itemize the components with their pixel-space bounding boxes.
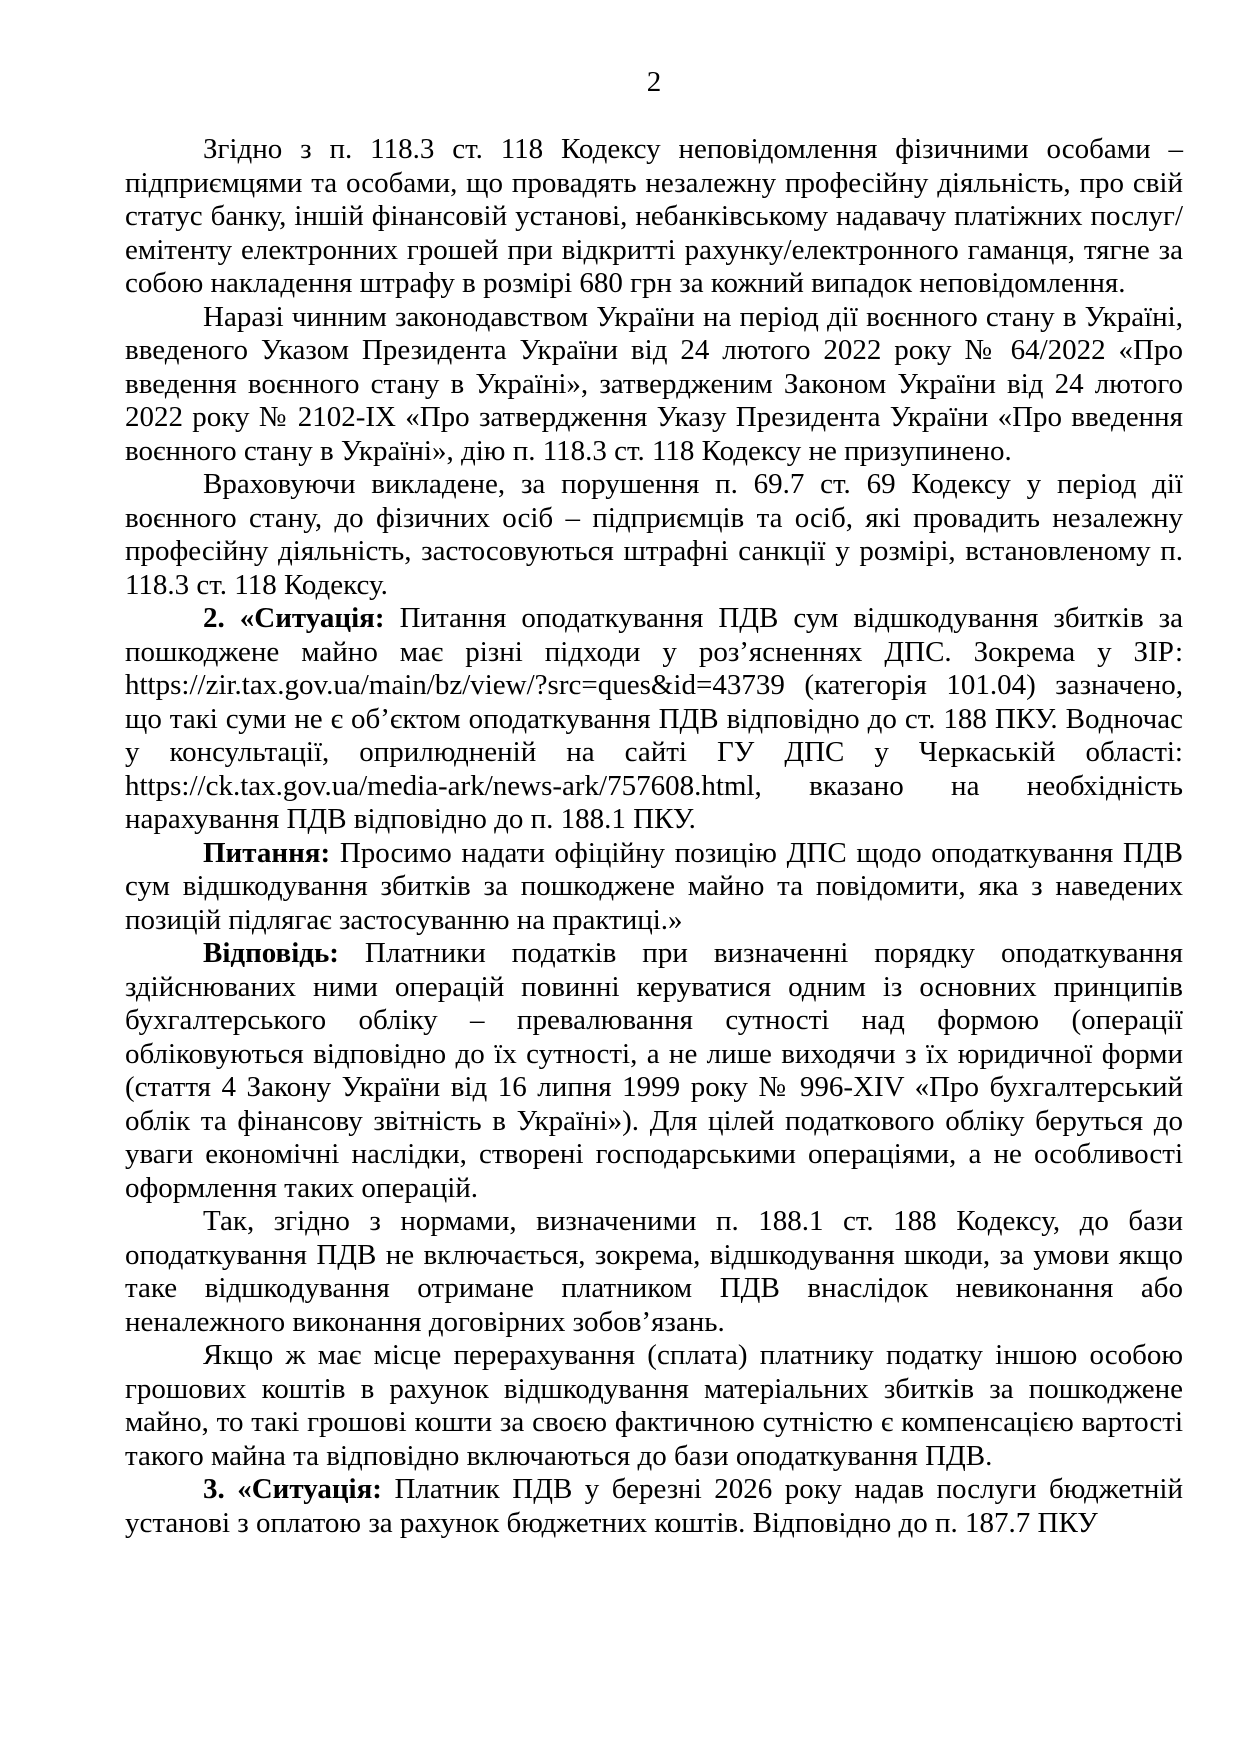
paragraph-text: Питання оподаткування ПДВ сум відшкодування збитків за пошкоджене майно має різні підходи у роз’ясненнях ДПС. Зокрема у ЗІР: https://zir.tax.gov.ua/main/bz/view/?src=ques&id=43739 (категорія 101.04) зазначено, що такі суми не є об’єктом оподаткування ПДВ відповідно до ст. 188 ПКУ. Водночас у консультації, оприлюдненій на сайті ГУ ДПС у Черкаській області: https://ck.tax.gov.ua/media-ark/news-ark/757608.html, вказано на необхідність нарахування ПДВ відповідно до п. 188.1 ПКУ. — [125, 602, 1183, 835]
paragraph-text: Просимо надати офіційну позицію ДПС щодо оподаткування ПДВ сум відшкодування збитків за пошкоджене майно та повідомити, яка з наведених позицій підлягає застосуванню на практиці.» — [125, 836, 1183, 936]
paragraph-lead: 3. «Ситуація: — [203, 1473, 382, 1505]
paragraph — [125, 1205, 1183, 1339]
paragraph — [125, 1339, 1183, 1473]
paragraph-text: Наразі чинним законодавством України на період дії воєнного стану в Україні, введеного Указом Президента України від 24 лютого 2022 року № 64/2022 «Про введення воєнного стану в Україні», затвердженим Законом України від 24 лютого 2022 року № 2102-IX «Про затвердження Указу Президента України «Про введення воєнного стану в Україні», дію п. 118.3 ст. 118 Кодексу не призупинено. — [125, 300, 1183, 467]
paragraph-lead: Відповідь: — [203, 937, 339, 969]
paragraph-text: Якщо ж має місце перерахування (сплата) платнику податку іншою особою грошових коштів в рахунок відшкодування матеріальних збитків за пошкоджене майно, то такі грошові кошти за своєю фактичною сутністю є компенсацією вартості такого майна та відповідно включаються до бази оподаткування ПДВ. — [125, 1339, 1183, 1472]
paragraph-text: Враховуючи викладене, за порушення п. 69.7 ст. 69 Кодексу у період дії воєнного стану, до фізичних осіб – підприємців та осіб, які провадить незалежну професійну діяльність, застосовуються штрафні санкції у розмірі, встановленому п. 118.3 ст. 118 Кодексу. — [125, 468, 1183, 601]
paragraph — [125, 602, 1183, 837]
paragraph — [125, 1473, 1183, 1540]
paragraph-lead: Питання: — [203, 836, 331, 869]
paragraph — [125, 301, 1183, 469]
paragraph-text: Платник ПДВ у березні 2026 року надав послуги бюджетній установі з оплатою за рахунок бюджетних коштів. Відповідно до п. 187.7 ПКУ — [125, 1473, 1183, 1539]
paragraph — [125, 468, 1183, 602]
paragraph-lead: 2. «Ситуація: — [203, 602, 385, 634]
paragraph — [125, 133, 1183, 301]
paragraph-text: Платники податків при визначенні порядку оподаткування здійснюваних ними операцій повинні керуватися одним із основних принципів бухгалтерського обліку – превалювання сутності над формою (операції обліковуються відповідно до їх сутності, а не лише виходячи з їх юридичної форми (стаття 4 Закону України від 16 липня 1999 року № 996-XIV «Про бухгалтерський облік та фінансову звітність в Україні»). Для цілей податкового обліку беруться до уваги економічні наслідки, створені господарськими операціями, а не особливості оформлення таких операцій. — [125, 937, 1183, 1204]
paragraph-text: Так, згідно з нормами, визначеними п. 188.1 ст. 188 Кодексу, до бази оподаткування ПДВ не включається, зокрема, відшкодування шкоди, за умови якщо таке відшкодування отримане платником ПДВ внаслідок невиконання або неналежного виконання договірних зобов’язань. — [125, 1205, 1183, 1338]
document-body — [125, 133, 1183, 1540]
page-number: 2 — [646, 66, 662, 98]
paragraph — [125, 837, 1183, 938]
paragraph-text: Згідно з п. 118.3 ст. 118 Кодексу неповідомлення фізичними особами – підприємцями та особами, що провадять незалежну професійну діяльність, про свій статус банку, іншій фінансовій установі, небанківському надавачу платіжних послуг/емітенту електронних грошей при відкритті рахунку/електронного гаманця, тягне за собою накладення штрафу в розмірі 680 грн за кожний випадок неповідомлення. — [125, 133, 1183, 299]
paragraph — [125, 937, 1183, 1205]
